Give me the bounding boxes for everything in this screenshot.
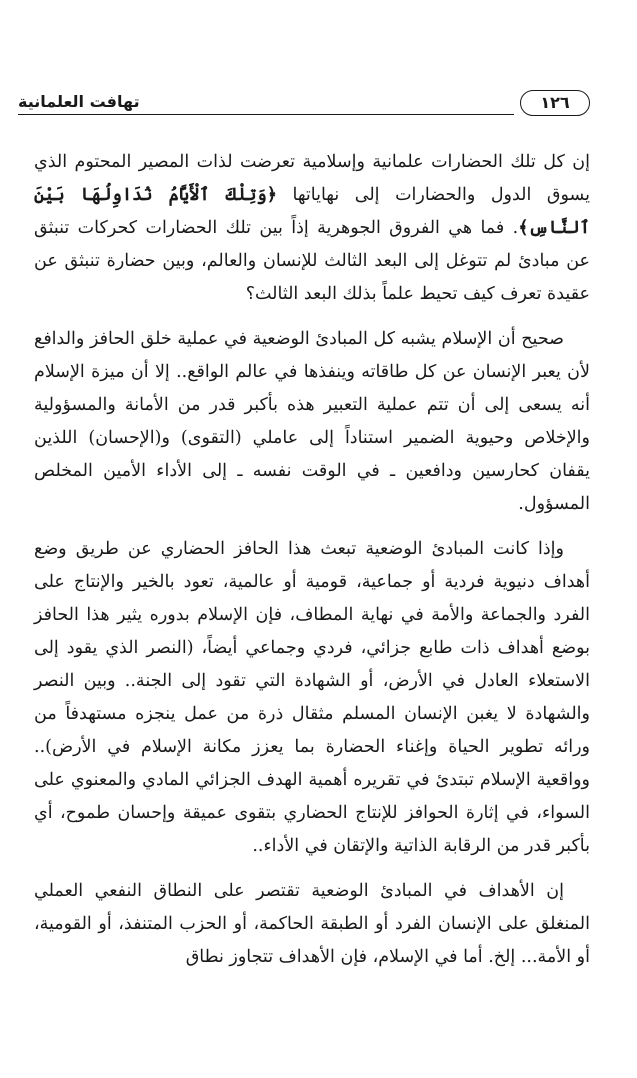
paragraph-4: إن الأهداف في المبادئ الوضعية تقتصر على النطاق النفعي العملي المنغلق على الإنسان الفرد أو الطبقة الحاكمة، أو الحزب المتنفذ، أو القومية، أو الأمة... إلخ. أما في الإسلام، فإن الأهداف تتجاوز نطاق (34, 881, 590, 967)
body-text (34, 146, 590, 986)
paragraph-1 (34, 146, 590, 311)
paragraph-1-text-start: إن كل تلك الحضارات علمانية وإسلامية تعرضت لذات المصير المحتوم الذي يسوق الدول والحضارات إلى نهاياتها (34, 152, 590, 205)
paragraph-3: وإذا كانت المبادئ الوضعية تبعث هذا الحافز الحضاري عن طريق وضع أهداف دنيوية فردية أو جماعية، قومية أو عالمية، تعود بالخير والإنتاج على الفرد والجماعة والأمة في نهاية المطاف، فإن الإسلام بدوره يثير هذا الحافز بوضع أهداف ذات طابع جزائي، فردي وجماعي أيضاً، (النصر الذي يقود إلى الاستعلاء العادل في الأرض، أو الشهادة التي تقود إلى الجنة.. وبين النصر والشهادة لا يغبن الإنسان المسلم مثقال ذرة من عمل ينجزه مستهدفاً من ورائه تطوير الحياة وإغناء الحضارة بما يعزز مكانة الإسلام في الأرض).. وواقعية الإسلام تبتدئ في تقريره أهمية الهدف الجزائي المادي والمعنوي على السواء، في إثارة الحوافز للإنتاج الحضاري بتقوى عميقة وإحسان طموح، أي بأكبر قدر من الرقابة الذاتية والإتقان في الأداء.. (34, 539, 590, 856)
running-title: تهافت العلمانية (18, 92, 140, 111)
page-number: ١٢٦ (520, 90, 590, 116)
paragraph-2: صحيح أن الإسلام يشبه كل المبادئ الوضعية في عملية خلق الحافز والدافع لأن يعبر الإنسان عن كل طاقاته وينفذها في عالم الواقع.. إلا أن ميزة الإسلام أنه يسعى إلى أن تتم عملية التعبير هذه بأكبر قدر من الأمانة والمسؤولية والإخلاص وحيوية الضمير استناداً إلى عاملي (التقوى) و(الإحسان) اللذين يقفان كحارسين ودافعين ـ في الوقت نفسه ـ إلى الأداء الأمين المخلص المسؤول. (34, 329, 590, 514)
quran-verse: ﴿وَتِلْكَ ٱلْأَيَّامُ نُدَاوِلُهَا بَيْنَ ٱلنَّاسِ﴾ (34, 185, 590, 238)
page-header (18, 84, 590, 118)
header-rule (18, 114, 514, 115)
paragraph-1-text-end: . فما هي الفروق الجوهرية إذاً بين تلك الحضارات كحركات تنبثق عن مبادئ لم تتوغل إلى البعد الثالث للإنسان والعالم، وبين حضارة تنبثق عن عقيدة تعرف كيف تحيط علماً بذلك البعد الثالث؟ (34, 218, 590, 304)
